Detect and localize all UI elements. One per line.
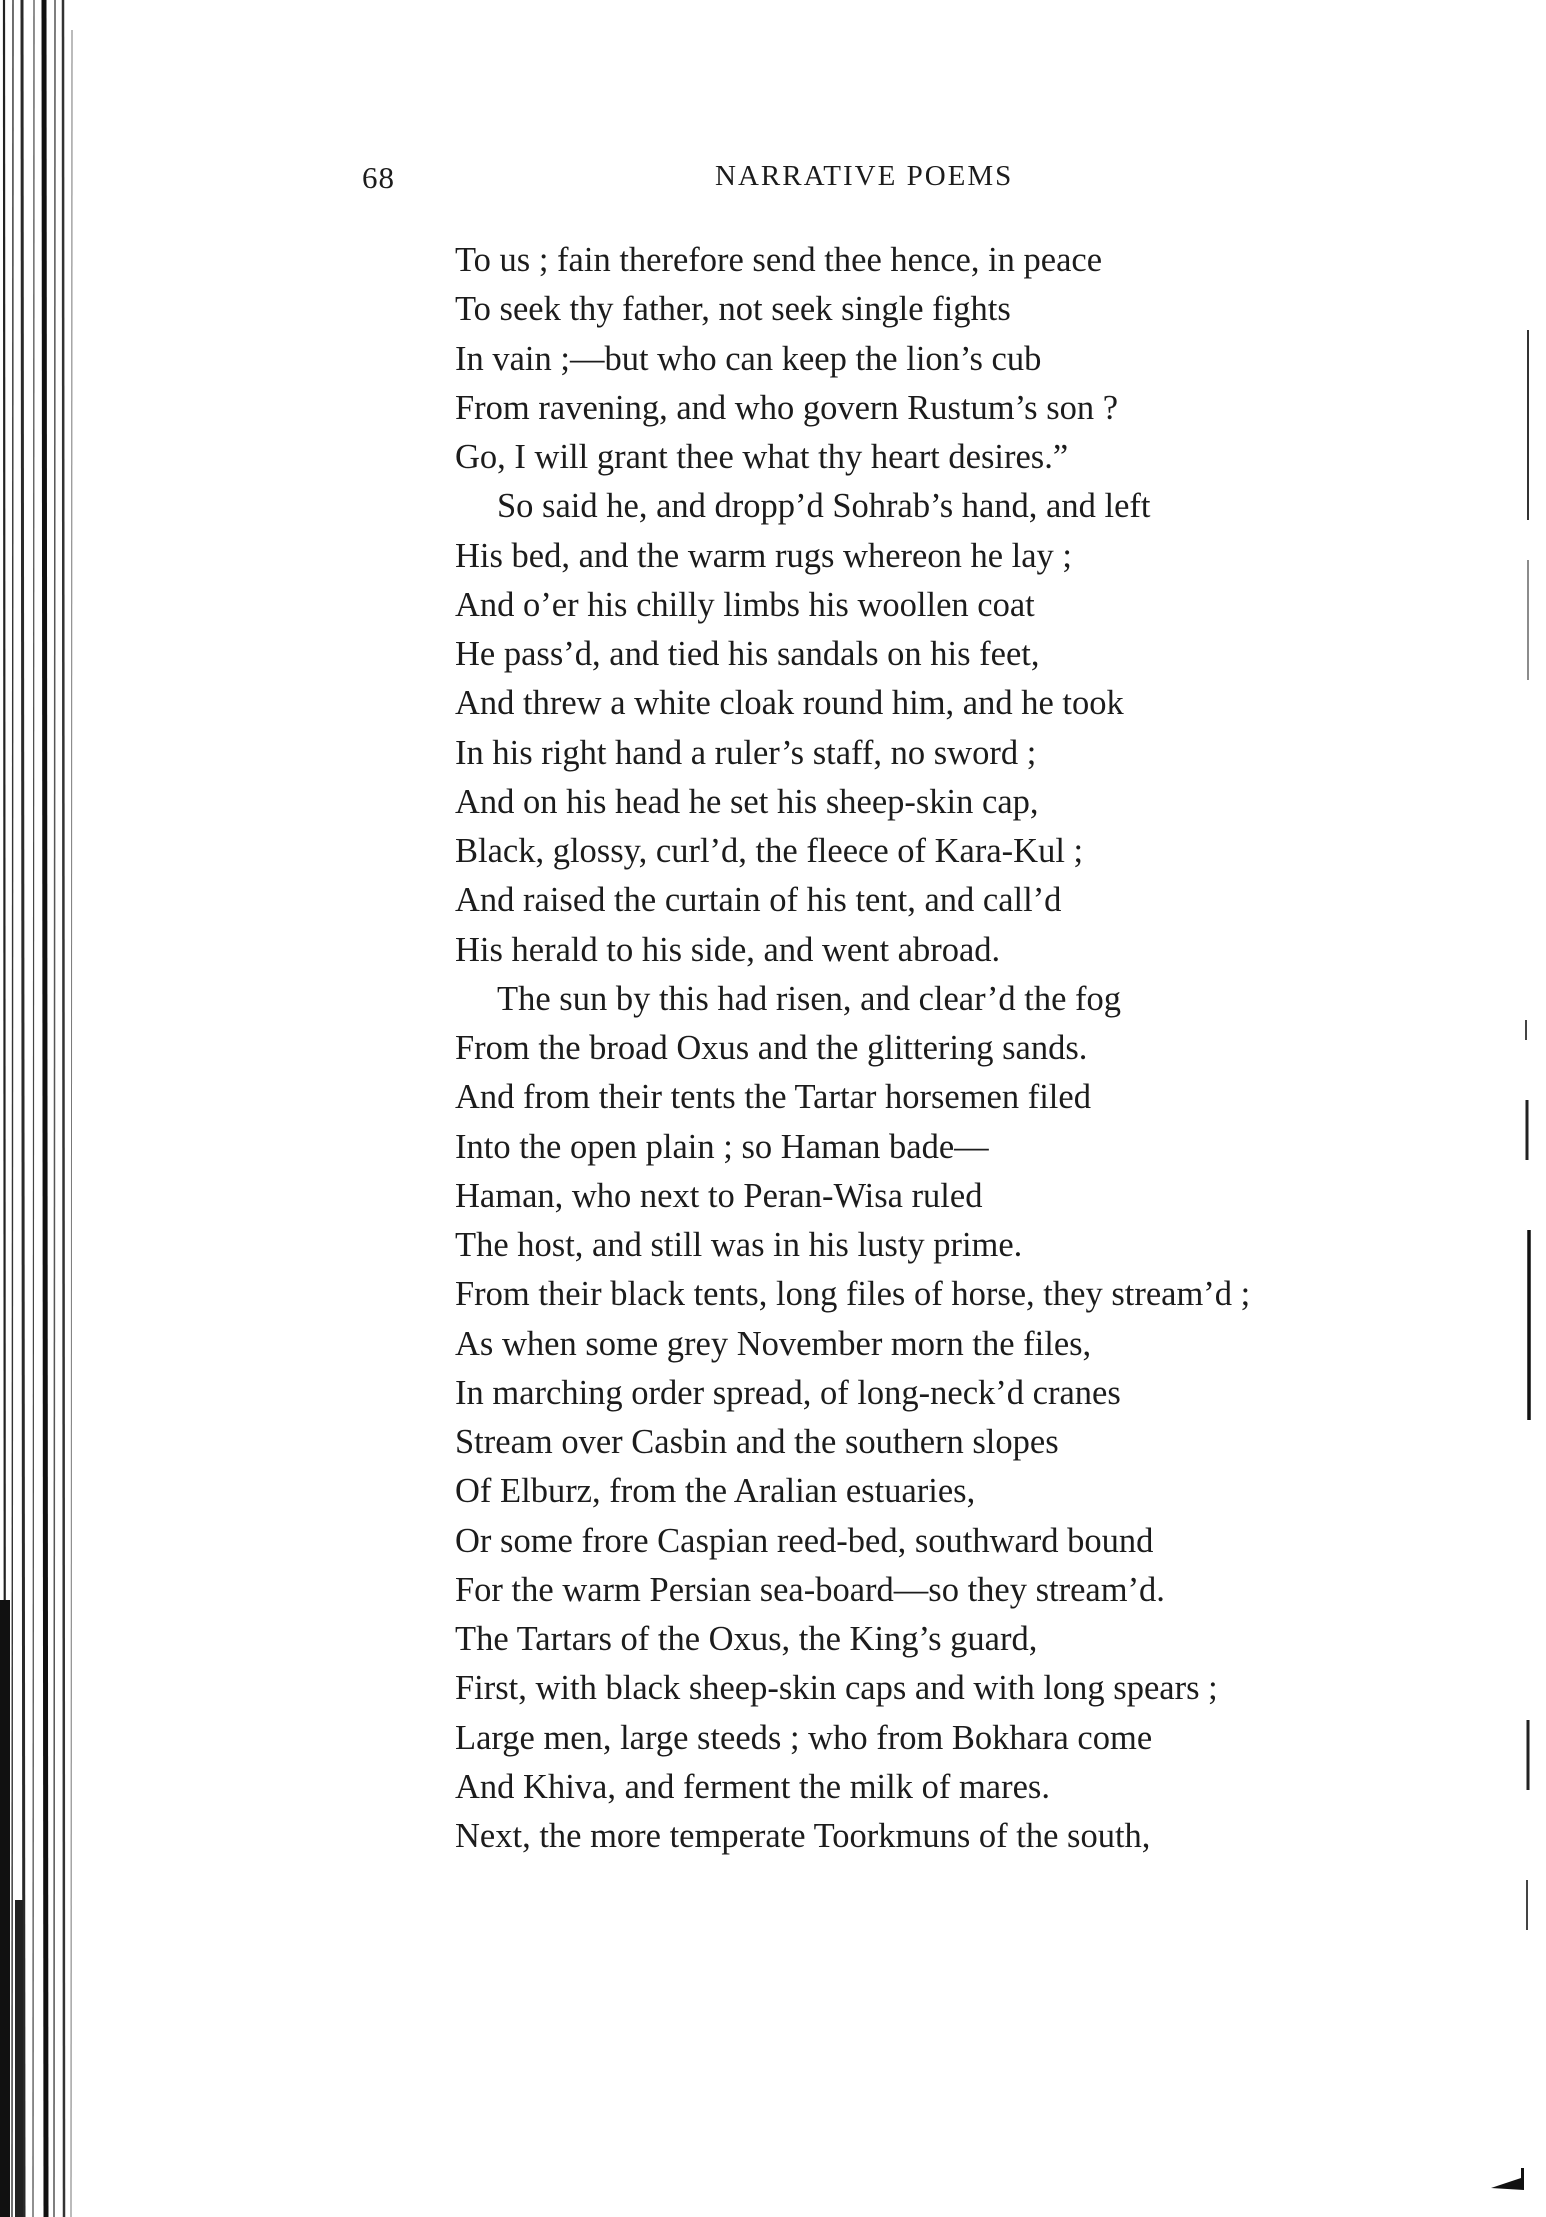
poem-line: First, with black sheep-skin caps and with long spears ; (455, 1669, 1218, 1708)
poem-line: And Khiva, and ferment the milk of mares. (455, 1767, 1050, 1806)
poem-line: Or some frore Caspian reed-bed, southward bound (455, 1521, 1154, 1560)
poem-line: Of Elburz, from the Aralian estuaries, (455, 1472, 976, 1511)
poem-line: From their black tents, long files of horse, they stream’d ; (455, 1275, 1251, 1314)
poem-line: His bed, and the warm rugs whereon he lay ; (455, 536, 1072, 575)
poem-line: In his right hand a ruler’s staff, no sword ; (455, 733, 1037, 772)
poem-line: Go, I will grant thee what thy heart desires.” (455, 438, 1069, 476)
page-binding-edge (0, 0, 80, 2217)
poem-line: So said he, and dropp’d Sohrab’s hand, and left (497, 487, 1151, 526)
poem-line: Large men, large steeds ; who from Bokhara come (455, 1718, 1153, 1757)
poem-line: Black, glossy, curl’d, the fleece of Kara-Kul ; (455, 832, 1084, 870)
poem-line: Haman, who next to Peran-Wisa ruled (455, 1176, 983, 1215)
running-head: NARRATIVE POEMS (715, 160, 1014, 192)
poem-line: In marching order spread, of long-neck’d cranes (455, 1373, 1121, 1412)
poem-line: The sun by this had risen, and clear’d the fog (497, 979, 1122, 1018)
page-number: 68 (362, 160, 395, 195)
poem-line: For the warm Persian sea-board—so they stream’d. (455, 1570, 1165, 1609)
page-edge-marks (1486, 0, 1546, 2217)
poem-line: And threw a white cloak round him, and he took (455, 684, 1124, 723)
poem-line: And on his head he set his sheep-skin cap, (455, 782, 1039, 821)
poem-line: As when some grey November morn the files, (455, 1324, 1092, 1363)
poem-line: To seek thy father, not seek single fights (455, 290, 1011, 329)
poem-line: Into the open plain ; so Haman bade— (455, 1127, 989, 1166)
poem-line: He pass’d, and tied his sandals on his feet, (455, 635, 1040, 673)
poem-line: From the broad Oxus and the glittering sands. (455, 1029, 1088, 1067)
poem-text (455, 236, 1465, 1861)
poem-line: And from their tents the Tartar horsemen filed (455, 1078, 1091, 1117)
poem-line: In vain ;—but who can keep the lion’s cub (455, 339, 1042, 378)
poem-line: The host, and still was in his lusty prime. (455, 1226, 1023, 1264)
poem-line: His herald to his side, and went abroad. (455, 930, 1001, 969)
poem-line: The Tartars of the Oxus, the King’s guard, (455, 1620, 1038, 1658)
poem-line: Stream over Casbin and the southern slopes (455, 1423, 1059, 1461)
poem-line: To us ; fain therefore send thee hence, in peace (455, 241, 1103, 279)
poem-line: Next, the more temperate Toorkmuns of the south, (455, 1817, 1151, 1855)
poem-line: And o’er his chilly limbs his woollen coat (455, 585, 1035, 624)
poem-line: And raised the curtain of his tent, and call’d (455, 881, 1062, 920)
poem-line: From ravening, and who govern Rustum’s son ? (455, 388, 1119, 427)
